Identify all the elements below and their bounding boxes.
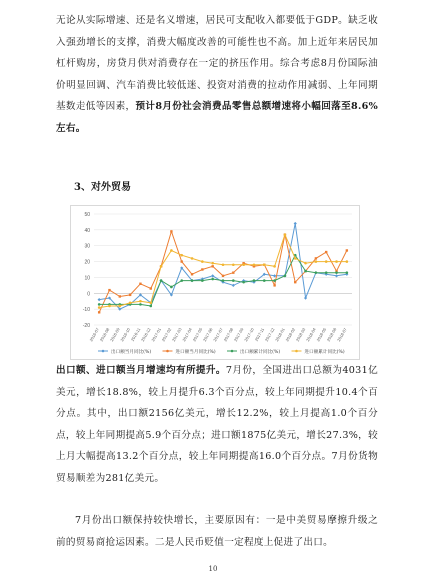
data-point (346, 260, 349, 263)
data-point (263, 263, 266, 266)
paragraph-trade-lead: 出口额、进口额当月增速均有所提升。 (56, 365, 226, 376)
data-point (150, 287, 152, 289)
data-point (284, 233, 287, 236)
data-point (180, 279, 183, 282)
x-tick-label: 2016-09 (108, 327, 121, 343)
paragraph-consumption-text: 无论从实际增速、还是名义增速，居民可支配收入都要低于GDP。缺乏收入强劲增长的支撑，消费大幅度改善的可能性也不高。加上近年来居民加杠杆购房，房贷月供对消费存在一定的挤压作用。综合考虑8月份国际油价明显回调、汽车消费比较低迷、投资对消费的拉动作用减弱、上年同期基数走低等因素， (56, 15, 378, 112)
paragraph-trade (56, 360, 378, 489)
x-tick-label: 2017-03 (170, 327, 183, 343)
data-point (335, 260, 338, 263)
data-point (98, 311, 100, 313)
data-point (325, 271, 328, 274)
x-tick-label: 2017-05 (191, 327, 204, 343)
x-tick-label: 2016-10 (119, 327, 131, 343)
data-point (253, 279, 256, 282)
y-tick-label: 50 (84, 212, 90, 218)
x-tick-label: 2017-04 (181, 327, 193, 343)
x-tick-label: 2017-09 (232, 327, 245, 343)
data-point (170, 230, 172, 232)
legend-marker (166, 350, 169, 353)
data-point (304, 262, 307, 265)
x-tick-label: 2018-02 (284, 327, 297, 343)
paragraph-consumption (56, 10, 378, 139)
x-tick-label: 2018-01 (274, 327, 286, 343)
x-tick-label: 2018-05 (315, 327, 328, 343)
data-point (304, 270, 307, 273)
data-point (149, 302, 152, 305)
data-point (201, 260, 204, 263)
data-point (294, 281, 296, 283)
x-tick-label: 2016-12 (139, 327, 152, 343)
data-point (294, 257, 297, 260)
y-tick-label: 20 (84, 259, 90, 266)
data-point (222, 263, 225, 266)
data-point (170, 286, 173, 289)
x-tick-label: 2016-11 (129, 327, 142, 342)
data-point (108, 305, 111, 308)
y-tick-label: -20 (82, 323, 90, 329)
data-point (139, 283, 141, 285)
data-point (273, 279, 276, 282)
data-point (108, 289, 110, 291)
x-tick-label: 2017-02 (160, 327, 173, 343)
y-tick-label: 30 (84, 243, 90, 250)
data-point (273, 284, 275, 286)
legend-label: 出口额当月同比(%) (111, 349, 152, 355)
section-heading-foreign-trade: 3、对外贸易 (74, 182, 131, 193)
legend-label: 进口额累计同比(%) (304, 349, 345, 355)
data-point (211, 265, 213, 267)
trade-line-chart (70, 205, 360, 360)
data-point (232, 263, 235, 266)
data-point (191, 279, 194, 282)
data-point (139, 300, 142, 303)
data-point (191, 273, 193, 275)
data-point (181, 260, 183, 262)
data-point (222, 275, 224, 277)
data-point (346, 249, 348, 251)
data-point (211, 278, 214, 281)
y-tick-label: -10 (82, 307, 90, 314)
data-point (273, 265, 276, 268)
data-point (201, 279, 204, 282)
legend-marker (231, 350, 234, 353)
data-point (253, 263, 256, 266)
data-point (211, 262, 214, 265)
data-point (191, 257, 194, 260)
data-point (201, 268, 203, 270)
x-tick-label: 2018-06 (325, 327, 338, 343)
data-point (160, 265, 163, 268)
paragraph-export-reasons: 7月份出口额保持较快增长，主要原因有：一是中美贸易摩擦升级之前的贸易商抢运因素。二是人民币贬值一定程度上促进了出口。 (56, 515, 378, 548)
data-point (139, 303, 142, 306)
data-point (315, 260, 318, 263)
data-point (263, 279, 266, 282)
data-point (325, 260, 328, 263)
data-point (242, 263, 245, 266)
data-point (119, 305, 122, 308)
data-point (242, 281, 245, 284)
legend-label: 进口额当月同比(%) (175, 349, 216, 355)
x-tick-label: 2017-11 (253, 327, 266, 342)
data-point (232, 279, 235, 282)
page-number: 10 (208, 565, 218, 573)
paragraph-consumption-forecast: 预计8月份社会消费品零售总额增速将小幅回落至8.6%左右。 (56, 101, 379, 134)
data-point (129, 294, 131, 296)
data-point (180, 254, 183, 257)
x-tick-label: 2016-07 (88, 327, 101, 343)
data-point (315, 271, 318, 274)
y-tick-label: 0 (87, 291, 90, 298)
y-tick-label: 40 (84, 227, 90, 234)
data-point (222, 279, 225, 282)
y-tick-label: 10 (84, 275, 90, 282)
data-point (170, 249, 173, 252)
legend-label: 出口额累计同比(%) (240, 349, 281, 355)
x-tick-label: 2017-01 (150, 327, 162, 343)
data-point (346, 271, 349, 274)
data-point (98, 303, 101, 306)
data-point (325, 251, 327, 253)
legend-marker (102, 350, 105, 353)
data-point (335, 271, 338, 274)
x-tick-label: 2017-06 (201, 327, 214, 343)
x-tick-label: 2017-10 (243, 327, 255, 343)
x-tick-label: 2018-04 (305, 327, 317, 343)
x-tick-label: 2017-07 (212, 327, 224, 343)
x-tick-label: 2018-03 (294, 327, 307, 343)
x-tick-label: 2017-12 (263, 327, 276, 343)
data-point (129, 302, 132, 305)
paragraph-trade-text: 7月份，全国进出口总额为4031亿美元，增长18.8%，较上月提升6.3个百分点，较上年同期提升10.4个百分点。其中，出口额2156亿美元，增长12.2%，较上月提高1.0个百分点，较上年同期提高5.9个百分点；进口额1875亿美元，增长27.3%，较上月大幅提高13.2个百分点，较上年同期提高16.0个百分点。7月份货物贸易顺差为281亿美元。 (56, 365, 378, 484)
legend-marker (295, 350, 298, 353)
x-tick-label: 2017-08 (222, 327, 235, 343)
data-point (160, 279, 163, 282)
data-point (149, 305, 152, 308)
x-tick-label: 2018-07 (336, 327, 348, 343)
data-point (119, 295, 121, 297)
data-point (98, 306, 101, 309)
data-point (284, 275, 287, 278)
data-point (315, 257, 317, 259)
data-point (232, 271, 234, 273)
x-tick-label: 2016-08 (98, 327, 111, 343)
